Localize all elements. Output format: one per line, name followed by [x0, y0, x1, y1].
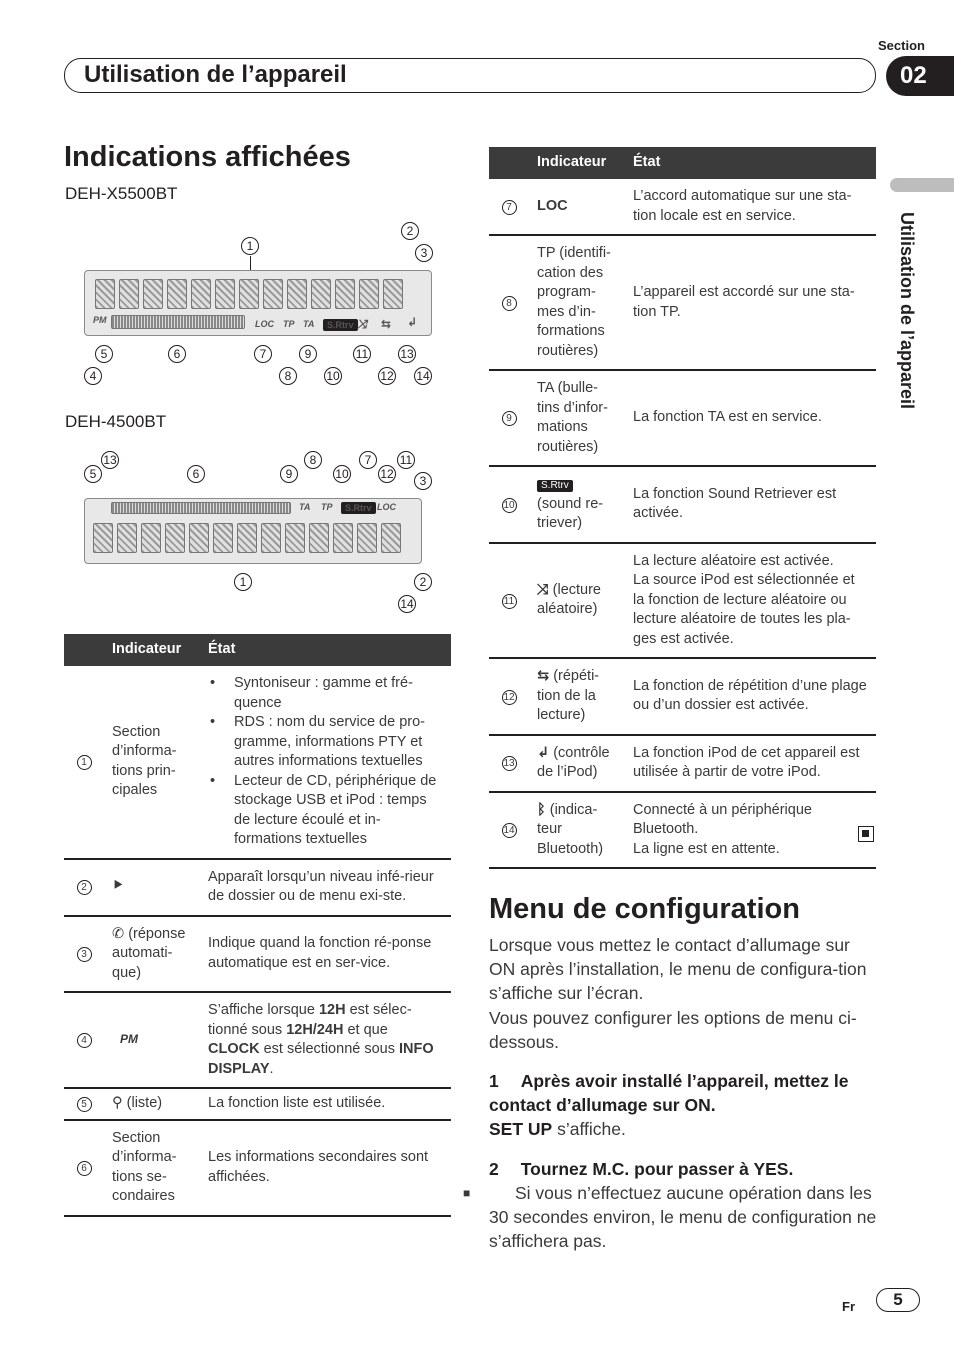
col-state: État: [200, 634, 451, 666]
model-2-label: DEH-4500BT: [65, 412, 167, 431]
model-1-label: DEH-X5500BT: [65, 184, 178, 203]
loc-label-2: LOC: [377, 502, 396, 512]
table-row: 8 TP (identifi-cation des program-mes d’in-formations routières) L’appareil est accordé sur une sta-tion TP.: [489, 235, 876, 370]
callout-11: 11: [353, 345, 371, 363]
side-tab-text: Utilisation de l’appareil: [897, 212, 917, 410]
menu-title: Menu de configuration: [489, 893, 800, 925]
callout2-10: 10: [333, 465, 351, 483]
bullet-icon: ■: [463, 1186, 471, 1200]
table-row: 13 ↲ (contrôle de l’iPod) La fonction iPod de cet appareil est utilisée à partir de votre iPod.: [489, 735, 876, 792]
table-row: 3 ✆ (réponse automati-que) Indique quand la fonction ré-ponse automatique est en ser-vice.: [64, 916, 451, 993]
callout2-9: 9: [280, 465, 298, 483]
callout2-13: 13: [101, 451, 119, 469]
section-label: Section: [878, 38, 925, 53]
table-row: 1 Section d’informa-tions prin-cipales • Syntoniseur : gamme et fré-quence • RDS : nom du service de pro-gramme, informations PTY et autres informations textuelles • Lecteur de CD, périphérique de stockage USB et iPod : temps de lecture écoulé et in-formations textuelles: [64, 666, 451, 859]
table-row: 12 ⇆ (répéti-tion de la lecture) La fonction de répétition d’une plage ou d’un dossier est activée.: [489, 658, 876, 735]
page-number: 5: [876, 1288, 920, 1312]
callout-13: 13: [398, 345, 416, 363]
side-tab: [890, 178, 954, 192]
indications-title: Indications affichées: [64, 141, 351, 173]
ipod-control-icon: ↲: [407, 315, 418, 329]
repeat-icon: ⇆: [381, 317, 392, 331]
shuffle-icon: ⤨: [357, 317, 367, 331]
footer-lang: Fr: [842, 1299, 855, 1314]
end-mark-icon: [858, 826, 874, 842]
col-indicator-right: Indicateur: [529, 147, 625, 179]
callout2-12: 12: [378, 465, 396, 483]
bluetooth-icon: ᛒ: [537, 801, 546, 818]
lcd-diagram-2: [64, 446, 454, 621]
callout2-3: 3: [414, 472, 432, 490]
lcd-panel-2: [84, 498, 422, 564]
callout2-14: 14: [398, 595, 416, 613]
table-row: 14 ᛒ (indica-teur Bluetooth) Connecté à un périphérique Bluetooth. La ligne est en attente.: [489, 792, 876, 869]
table-row: 9 TA (bulle-tins d’infor-mations routières) La fonction TA est en service.: [489, 370, 876, 466]
menu-intro-1: Lorsque vous mettez le contact d’allumage sur ON après l’installation, le menu de configura-tion s’affiche sur l’écran.: [489, 935, 867, 1003]
menu-intro-2: Vous pouvez configurer les options de menu ci-dessous.: [489, 1008, 857, 1052]
pm-indicator: PM: [120, 1032, 138, 1047]
table-row: 11 ⤨ (lecture aléatoire) La lecture aléatoire est activée. La source iPod est sélectionnée et la fonction de lecture aléatoire ou lecture aléatoire de toutes les pla-ges est activée.: [489, 543, 876, 659]
shuffle-icon: ⤨: [537, 581, 549, 598]
folder-up-icon: ⯈: [112, 878, 124, 895]
callout2-7: 7: [359, 451, 377, 469]
ta-label-2: TA: [299, 502, 311, 512]
callout-12: 12: [378, 367, 396, 385]
callout2-11: 11: [397, 451, 415, 469]
indicator-table-right: [489, 147, 876, 869]
chapter-title: Utilisation de l’appareil: [84, 61, 347, 88]
step-2-note: ■ Si vous n’effectuez aucune opération dans les 30 secondes environ, le menu de configuration ne s’affichera pas.: [463, 1183, 877, 1251]
table-row: 2 ⯈ Apparaît lorsqu’un niveau infé-rieur de dossier ou de menu exi-ste.: [64, 859, 451, 916]
step-1-result: SET UP s’affiche.: [489, 1119, 626, 1139]
phone-icon: ✆: [112, 925, 125, 942]
srtrv-badge: S.Rtrv: [537, 480, 573, 492]
lcd-diagram-1: [64, 220, 454, 395]
tp-label-2: TP: [321, 502, 333, 512]
repeat-icon: ⇆: [537, 668, 550, 684]
callout2-5: 5: [84, 465, 102, 483]
callout-6: 6: [168, 345, 186, 363]
table-row: 6 Section d’informa-tions se-condaires Les informations secondaires sont affichées.: [64, 1120, 451, 1216]
callout-3: 3: [415, 244, 433, 262]
callout2-1: 1: [234, 573, 252, 591]
callout-14: 14: [414, 367, 432, 385]
search-icon: ⚲: [112, 1095, 123, 1111]
table-row: 7 LOC L’accord automatique sur une sta-tion locale est en service.: [489, 179, 876, 235]
callout2-2: 2: [414, 573, 432, 591]
lcd-panel-1: [84, 270, 432, 336]
callout-9: 9: [299, 345, 317, 363]
srtrv-label: S.Rtrv: [323, 319, 358, 331]
tp-label: TP: [283, 319, 295, 329]
callout-7: 7: [254, 345, 272, 363]
step-1: 1 Après avoir installé l’appareil, mettez le contact d’allumage sur ON.: [489, 1071, 849, 1115]
callout2-8: 8: [304, 451, 322, 469]
indicator-table-left: [64, 634, 451, 1217]
callout-5: 5: [95, 345, 113, 363]
callout-1: 1: [241, 237, 259, 255]
step-2: 2 Tournez M.C. pour passer à YES.: [489, 1159, 794, 1179]
secondary-info-bar: [111, 315, 245, 329]
ipod-control-icon: ↲: [537, 744, 550, 761]
callout2-6: 6: [187, 465, 205, 483]
table-row: 4 PM S’affiche lorsque 12H est sélec-tionné sous 12H/24H et que CLOCK est sélectionné sous INFO DISPLAY.: [64, 992, 451, 1088]
ta-label: TA: [303, 319, 315, 329]
table-row: 10 S.Rtrv (sound re-triever) La fonction Sound Retriever est activée.: [489, 466, 876, 543]
callout-2: 2: [401, 222, 419, 240]
callout-4: 4: [84, 367, 102, 385]
loc-label: LOC: [255, 319, 274, 329]
srtrv-label-2: S.Rtrv: [341, 502, 376, 514]
col-indicator: Indicateur: [104, 634, 200, 666]
section-number-badge: 02: [886, 56, 954, 96]
callout-10: 10: [324, 367, 342, 385]
table-row: 5 ⚲ (liste) La fonction liste est utilisée.: [64, 1088, 451, 1120]
pm-label: PM: [93, 315, 107, 325]
callout-8: 8: [279, 367, 297, 385]
col-state-right: État: [625, 147, 876, 179]
